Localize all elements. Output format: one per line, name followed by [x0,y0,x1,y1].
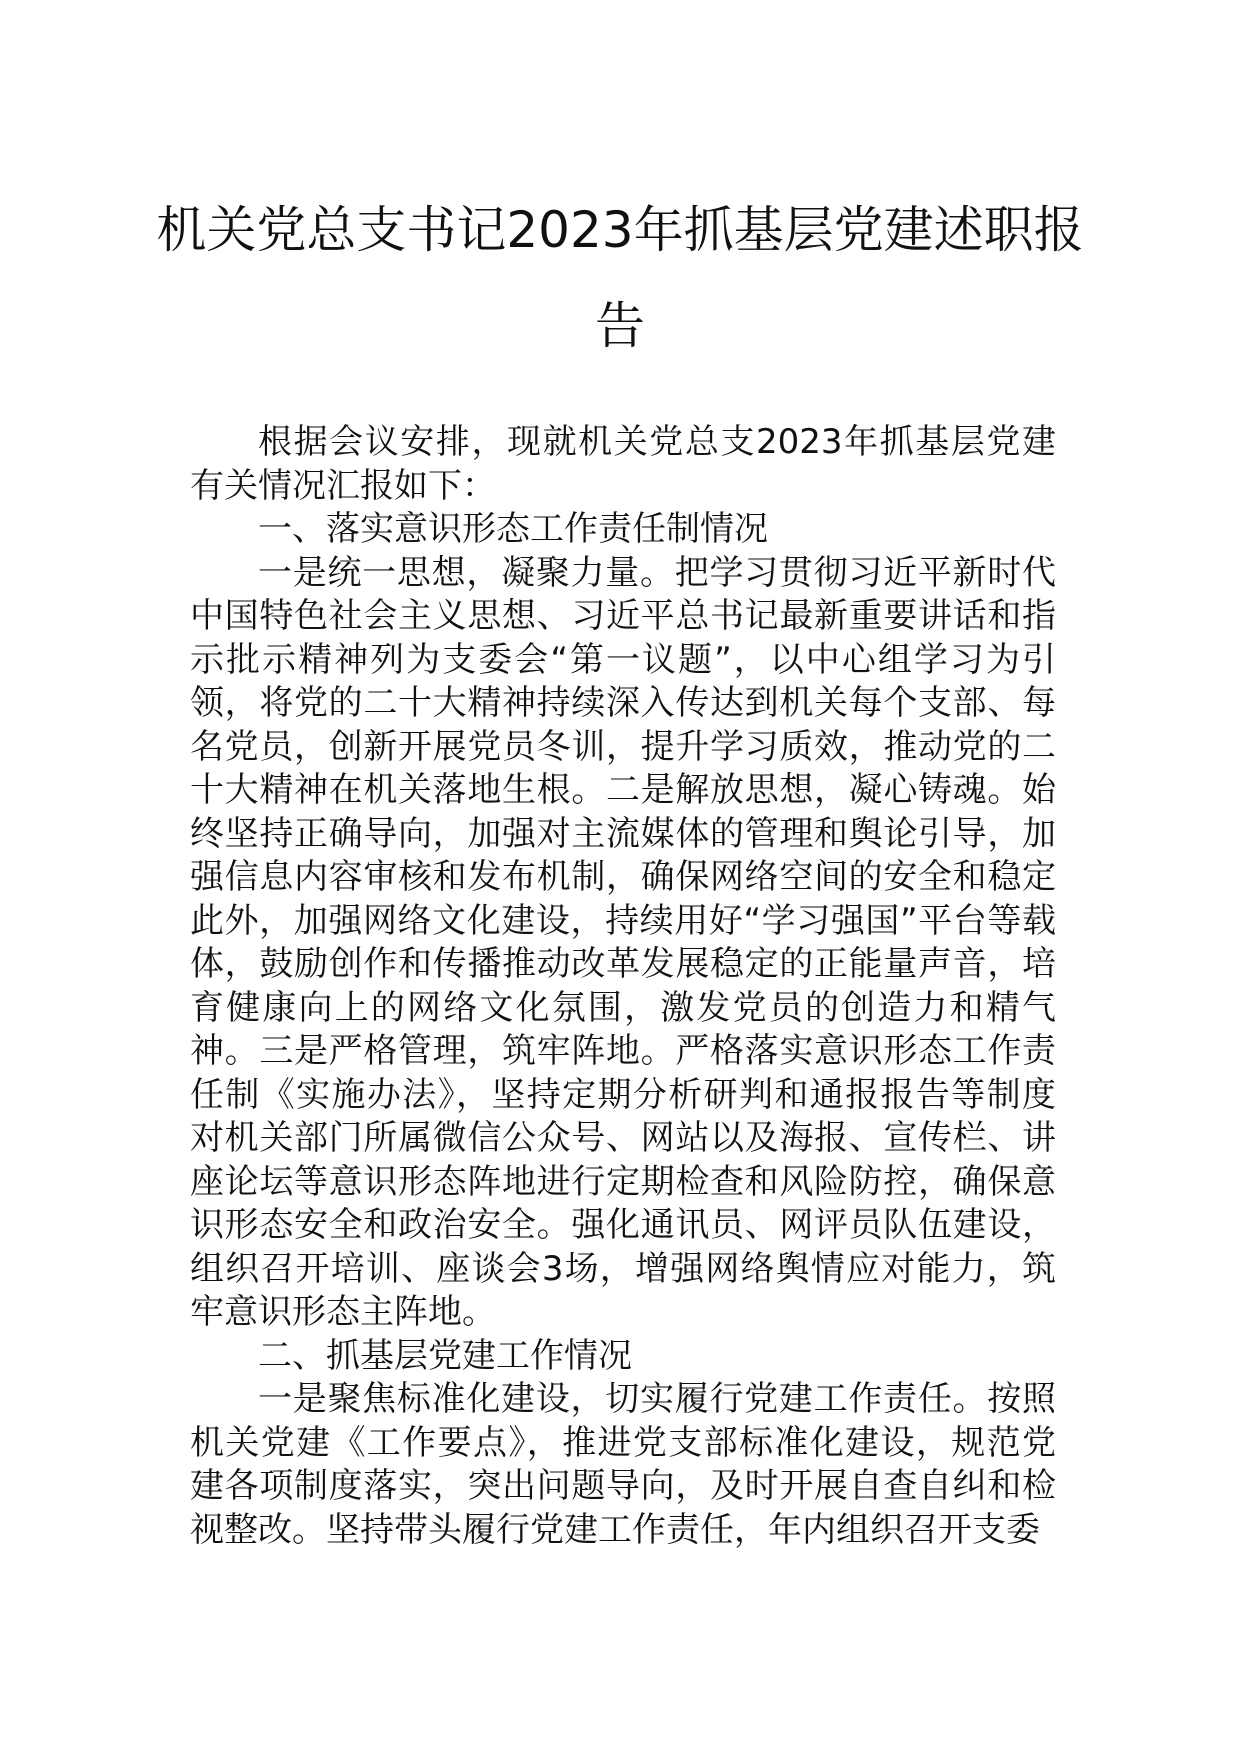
document-title: 机关党总支书记2023年抓基层党建述职报告 [156,201,1084,355]
section-2-paragraph: 一是聚焦标准化建设，切实履行党建工作责任。按照机关党建《工作要点》，推进党支部标准化建设，规范党建各项制度落实，突出问题导向，及时开展自查自纠和检视整改。坚持带头履行党建工作责任，年内组织召开支委 [190,1379,1056,1550]
document-body [190,421,1056,1552]
section-heading-1: 一、落实意识形态工作责任制情况 [258,509,768,549]
intro-paragraph: 根据会议安排，现就机关党总支2023年抓基层党建有关情况汇报如下： [190,422,1056,506]
section-heading-2: 二、抓基层党建工作情况 [258,1335,632,1376]
section-1-paragraph: 一是统一思想，凝聚力量。把学习贯彻习近平新时代中国特色社会主义思想、习近平总书记最新重要讲话和指示批示精神列为支委会“第一议题”，以中心组学习为引领，将党的二十大精神持续深入传达到机关每个支部、每名党员，创新开展党员冬训，提升学习质效，推动党的二十大精神在机关落地生根。二是解放思想，凝心铸魂。始终坚持正确导向，加强对主流媒体的管理和舆论引导，加强信息内容审核和发布机制，确保网络空间的安全和稳定此外，加强网络文化建设，持续用好“学习强国”平台等载体，鼓励创作和传播推动改革发展稳定的正能量声音，培育健康向上的网络文化氛围，激发党员的创造力和精气神。三是严格管理，筑牢阵地。严格落实意识形态工作责任制《实施办法》，坚持定期分析研判和通报报告等制度对机关部门所属微信公众号、网站以及海报、宣传栏、讲座论坛等意识形态阵地进行定期检查和风险防控，确保意识形态安全和政治安全。强化通讯员、网评员队伍建设，组织召开培训、座谈会3场，增强网络舆情应对能力，筑牢意识形态主阵地。 [190,552,1056,1332]
